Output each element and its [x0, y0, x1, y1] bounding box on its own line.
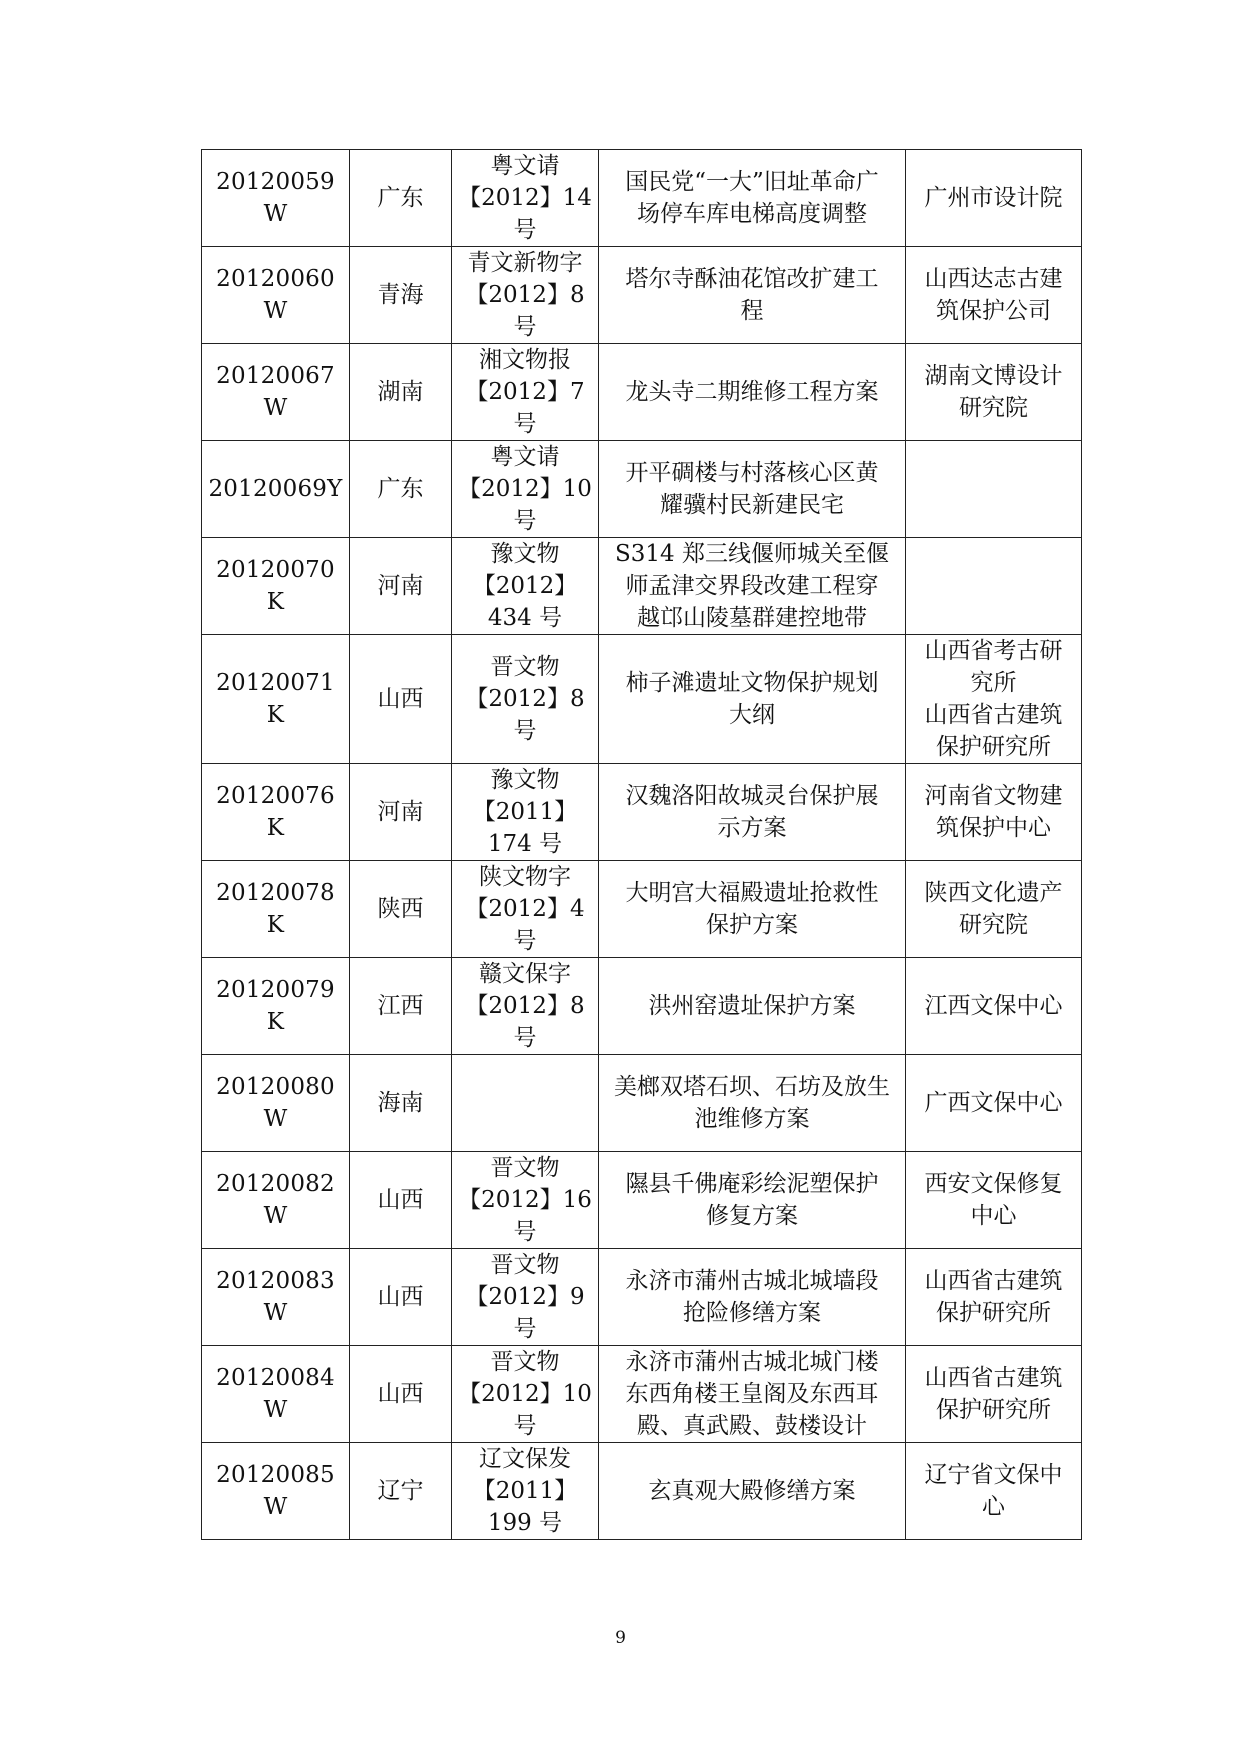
- cell-record-id-text: 20120083W: [216, 1268, 335, 1326]
- cell-record-id-text: 20120060W: [216, 266, 335, 324]
- cell-project-name-line: 永济市蒲州古城北城门楼: [625, 1349, 879, 1375]
- cell-province-text: 河南: [377, 573, 424, 599]
- cell-province: [350, 1152, 452, 1249]
- cell-province-text: 江西: [377, 993, 424, 1019]
- cell-record-id: [202, 635, 350, 764]
- table-body: [202, 150, 1082, 1540]
- cell-province: [350, 441, 452, 538]
- cell-record-id-text: 20120069Y: [208, 476, 343, 502]
- cell-province: [350, 1249, 452, 1346]
- cell-document-number: [452, 538, 599, 635]
- cell-project-name-line: 示方案: [717, 815, 787, 841]
- cell-document-number-line: 434 号: [487, 605, 563, 631]
- cell-design-organization: [906, 1152, 1082, 1249]
- cell-document-number: [452, 150, 599, 247]
- cell-project-name-line: 美榔双塔石坝、石坊及放生: [614, 1074, 890, 1100]
- cell-document-number-line: 豫文物: [490, 541, 560, 567]
- cell-province-text: 山西: [377, 1381, 424, 1407]
- cell-province: [350, 635, 452, 764]
- cell-document-number-line: 【2012】16: [458, 1187, 592, 1213]
- cell-document-number-line: 【2012】4: [465, 896, 585, 922]
- table-row: [202, 150, 1082, 247]
- cell-record-id: [202, 1152, 350, 1249]
- cell-province: [350, 1443, 452, 1540]
- cell-design-organization-line: 山西省古建筑: [924, 702, 1063, 728]
- cell-design-organization: [906, 1055, 1082, 1152]
- cell-document-number-line: 晋文物: [490, 1155, 560, 1181]
- cell-project-name: [599, 1443, 906, 1540]
- cell-document-number: [452, 764, 599, 861]
- cell-province: [350, 538, 452, 635]
- cell-record-id-text: 20120078K: [216, 880, 335, 938]
- cell-project-name-line: 修复方案: [706, 1203, 798, 1229]
- cell-document-number-line: 号: [513, 217, 537, 243]
- cell-design-organization: [906, 344, 1082, 441]
- cell-document-number: [452, 635, 599, 764]
- cell-project-name-line: 永济市蒲州古城北城墙段: [625, 1268, 879, 1294]
- cell-project-name-line: 池维修方案: [694, 1106, 810, 1132]
- cell-document-number-line: 号: [513, 1316, 537, 1342]
- cell-design-organization-line: 保护研究所: [936, 1300, 1051, 1326]
- cell-project-name-line: 耀骥村民新建民宅: [660, 492, 844, 518]
- cell-province: [350, 958, 452, 1055]
- cell-document-number-line: 【2012】7: [465, 379, 585, 405]
- cell-design-organization-line: 陕西文化遗产: [924, 880, 1063, 906]
- cell-document-number: [452, 1249, 599, 1346]
- cell-province: [350, 344, 452, 441]
- cell-record-id: [202, 764, 350, 861]
- project-table: [201, 149, 1082, 1540]
- table-row: [202, 635, 1082, 764]
- cell-document-number-line: 湘文物报: [479, 347, 571, 373]
- cell-document-number: [452, 344, 599, 441]
- cell-document-number-line: 号: [513, 314, 537, 340]
- table-row: [202, 1152, 1082, 1249]
- cell-document-number-line: 豫文物: [490, 767, 560, 793]
- cell-document-number-line: 晋文物: [490, 1252, 560, 1278]
- cell-document-number-line: 陕文物字: [479, 864, 571, 890]
- cell-province-text: 湖南: [377, 379, 424, 405]
- cell-design-organization-line: 山西达志古建: [924, 266, 1063, 292]
- cell-document-number: [452, 441, 599, 538]
- cell-project-name-line: 场停车库电梯高度调整: [637, 201, 867, 227]
- cell-document-number-line: 号: [513, 508, 537, 534]
- cell-project-name-line: 师孟津交界段改建工程穿: [625, 573, 879, 599]
- cell-project-name-line: 隰县千佛庵彩绘泥塑保护: [625, 1171, 879, 1197]
- cell-record-id-text: 20120084W: [216, 1365, 335, 1423]
- cell-design-organization-line: 筑保护中心: [936, 815, 1051, 841]
- cell-design-organization-line: 山西省古建筑: [924, 1268, 1063, 1294]
- cell-project-name: [599, 861, 906, 958]
- cell-province-text: 陕西: [377, 896, 424, 922]
- cell-design-organization: [906, 1443, 1082, 1540]
- cell-record-id: [202, 150, 350, 247]
- cell-design-organization-line: 保护研究所: [936, 734, 1051, 760]
- cell-document-number-line: 号: [513, 411, 537, 437]
- table-row: [202, 1346, 1082, 1443]
- cell-project-name-line: 抢险修缮方案: [683, 1300, 821, 1326]
- cell-province-text: 青海: [377, 282, 424, 308]
- page-number: 9: [615, 1628, 626, 1648]
- cell-project-name-line: 汉魏洛阳故城灵台保护展: [625, 783, 879, 809]
- cell-project-name-line: 龙头寺二期维修工程方案: [625, 379, 879, 405]
- cell-project-name-line: 开平碉楼与村落核心区黄: [625, 460, 879, 486]
- cell-design-organization: [906, 1249, 1082, 1346]
- table-row: [202, 861, 1082, 958]
- table-row: [202, 1443, 1082, 1540]
- cell-design-organization-line: 山西省考古研: [924, 638, 1063, 664]
- table-row: [202, 247, 1082, 344]
- cell-province-text: 广东: [377, 476, 424, 502]
- cell-record-id-text: 20120071K: [216, 670, 335, 728]
- cell-province-text: 山西: [377, 686, 424, 712]
- cell-province-text: 山西: [377, 1284, 424, 1310]
- cell-design-organization: [906, 958, 1082, 1055]
- cell-record-id: [202, 958, 350, 1055]
- cell-project-name-line: 越邙山陵墓群建控地带: [637, 605, 867, 631]
- table-row: [202, 441, 1082, 538]
- cell-document-number-line: 【2012】14: [458, 185, 592, 211]
- cell-document-number-line: 晋文物: [490, 654, 560, 680]
- table-row: [202, 538, 1082, 635]
- cell-document-number-line: 【2012】8: [465, 993, 585, 1019]
- cell-project-name: [599, 635, 906, 764]
- cell-design-organization-line: 西安文保修复: [924, 1171, 1063, 1197]
- cell-province-text: 辽宁: [377, 1478, 424, 1504]
- table-row: [202, 1249, 1082, 1346]
- cell-design-organization-line: 筑保护公司: [936, 298, 1051, 324]
- cell-province: [350, 150, 452, 247]
- cell-province: [350, 247, 452, 344]
- cell-document-number: [452, 861, 599, 958]
- cell-province: [350, 861, 452, 958]
- cell-project-name-line: 程: [740, 298, 764, 324]
- cell-project-name: [599, 538, 906, 635]
- cell-design-organization-line: 广西文保中心: [924, 1090, 1063, 1116]
- cell-project-name: [599, 958, 906, 1055]
- cell-design-organization: [906, 635, 1082, 764]
- cell-record-id: [202, 861, 350, 958]
- cell-province-text: 海南: [377, 1090, 424, 1116]
- cell-project-name-line: 保护方案: [706, 912, 798, 938]
- cell-document-number: [452, 958, 599, 1055]
- cell-design-organization-line: 河南省文物建: [924, 783, 1063, 809]
- cell-province: [350, 764, 452, 861]
- cell-record-id: [202, 247, 350, 344]
- cell-project-name-line: 玄真观大殿修缮方案: [648, 1478, 856, 1504]
- cell-record-id-text: 20120076K: [216, 783, 335, 841]
- cell-project-name-line: 东西角楼王皇阁及东西耳: [625, 1381, 879, 1407]
- cell-project-name: [599, 441, 906, 538]
- table-row: [202, 344, 1082, 441]
- cell-record-id: [202, 1249, 350, 1346]
- cell-project-name-line: 柿子滩遗址文物保护规划: [625, 670, 879, 696]
- cell-project-name: [599, 344, 906, 441]
- cell-document-number: [452, 247, 599, 344]
- cell-document-number-line: 赣文保字: [479, 961, 571, 987]
- cell-design-organization-line: 广州市设计院: [924, 185, 1063, 211]
- cell-document-number: [452, 1152, 599, 1249]
- cell-document-number-line: 【2011】: [472, 1478, 578, 1504]
- cell-document-number-line: 【2012】: [472, 573, 578, 599]
- cell-project-name-line: 大明宫大福殿遗址抢救性: [625, 880, 879, 906]
- cell-document-number: [452, 1055, 599, 1152]
- cell-project-name-line: 洪州窑遗址保护方案: [648, 993, 856, 1019]
- cell-document-number-line: 粤文请: [490, 444, 560, 470]
- cell-project-name: [599, 1346, 906, 1443]
- cell-document-number-line: 174 号: [487, 831, 563, 857]
- cell-document-number-line: 晋文物: [490, 1349, 560, 1375]
- cell-project-name: [599, 764, 906, 861]
- cell-document-number-line: 辽文保发: [479, 1446, 571, 1472]
- cell-design-organization-line: 辽宁省文保中: [924, 1462, 1063, 1488]
- cell-design-organization-line: 中心: [970, 1203, 1017, 1229]
- cell-document-number-line: 青文新物字: [467, 250, 583, 276]
- cell-design-organization-line: 江西文保中心: [924, 993, 1063, 1019]
- cell-design-organization-line: 山西省古建筑: [924, 1365, 1063, 1391]
- cell-record-id: [202, 1055, 350, 1152]
- cell-project-name: [599, 1249, 906, 1346]
- cell-project-name-line: 塔尔寺酥油花馆改扩建工: [625, 266, 879, 292]
- cell-record-id-text: 20120079K: [216, 977, 335, 1035]
- cell-document-number-line: 号: [513, 1025, 537, 1051]
- cell-record-id: [202, 1443, 350, 1540]
- cell-design-organization: [906, 764, 1082, 861]
- cell-design-organization-line: 究所: [970, 670, 1017, 696]
- cell-design-organization-line: 心: [982, 1494, 1005, 1520]
- cell-design-organization: [906, 538, 1082, 635]
- cell-design-organization: [906, 1346, 1082, 1443]
- cell-project-name: [599, 1152, 906, 1249]
- cell-record-id: [202, 538, 350, 635]
- cell-design-organization: [906, 150, 1082, 247]
- table-row: [202, 1055, 1082, 1152]
- cell-record-id: [202, 344, 350, 441]
- cell-document-number-line: 号: [513, 928, 537, 954]
- cell-province: [350, 1055, 452, 1152]
- table-row: [202, 958, 1082, 1055]
- cell-design-organization-line: 保护研究所: [936, 1397, 1051, 1423]
- cell-province: [350, 1346, 452, 1443]
- cell-document-number-line: 号: [513, 718, 537, 744]
- cell-record-id: [202, 441, 350, 538]
- cell-document-number-line: 【2012】9: [465, 1284, 585, 1310]
- cell-document-number-line: 【2012】10: [458, 1381, 592, 1407]
- cell-document-number-line: 199 号: [487, 1510, 563, 1536]
- cell-project-name-line: 殿、真武殿、鼓楼设计: [637, 1413, 867, 1439]
- cell-province-text: 山西: [377, 1187, 424, 1213]
- cell-project-name-line: S314 郑三线偃师城关至偃: [615, 541, 889, 567]
- cell-record-id-text: 20120080W: [216, 1074, 335, 1132]
- cell-project-name-line: 国民党“一大”旧址革命广: [625, 169, 879, 195]
- cell-design-organization: [906, 861, 1082, 958]
- cell-project-name-line: 大纲: [729, 702, 775, 728]
- cell-project-name: [599, 1055, 906, 1152]
- cell-province-text: 广东: [377, 185, 424, 211]
- cell-document-number: [452, 1443, 599, 1540]
- cell-design-organization-line: 湖南文博设计: [924, 363, 1063, 389]
- cell-design-organization: [906, 441, 1082, 538]
- cell-design-organization-line: 研究院: [959, 395, 1028, 421]
- cell-document-number-line: 号: [513, 1413, 537, 1439]
- cell-record-id-text: 20120085W: [216, 1462, 335, 1520]
- cell-document-number: [452, 1346, 599, 1443]
- cell-project-name: [599, 247, 906, 344]
- cell-record-id: [202, 1346, 350, 1443]
- cell-document-number-line: 【2012】10: [458, 476, 592, 502]
- cell-document-number-line: 号: [513, 1219, 537, 1245]
- cell-record-id-text: 20120067W: [216, 363, 335, 421]
- cell-document-number-line: 【2012】8: [465, 282, 585, 308]
- table-row: [202, 764, 1082, 861]
- cell-record-id-text: 20120082W: [216, 1171, 335, 1229]
- cell-record-id-text: 20120070K: [216, 557, 335, 615]
- cell-record-id-text: 20120059W: [216, 169, 335, 227]
- cell-design-organization-line: 研究院: [959, 912, 1028, 938]
- cell-document-number-line: 【2011】: [472, 799, 578, 825]
- cell-province-text: 河南: [377, 799, 424, 825]
- cell-document-number-line: 粤文请: [490, 153, 560, 179]
- cell-design-organization: [906, 247, 1082, 344]
- cell-document-number-line: 【2012】8: [465, 686, 585, 712]
- cell-project-name: [599, 150, 906, 247]
